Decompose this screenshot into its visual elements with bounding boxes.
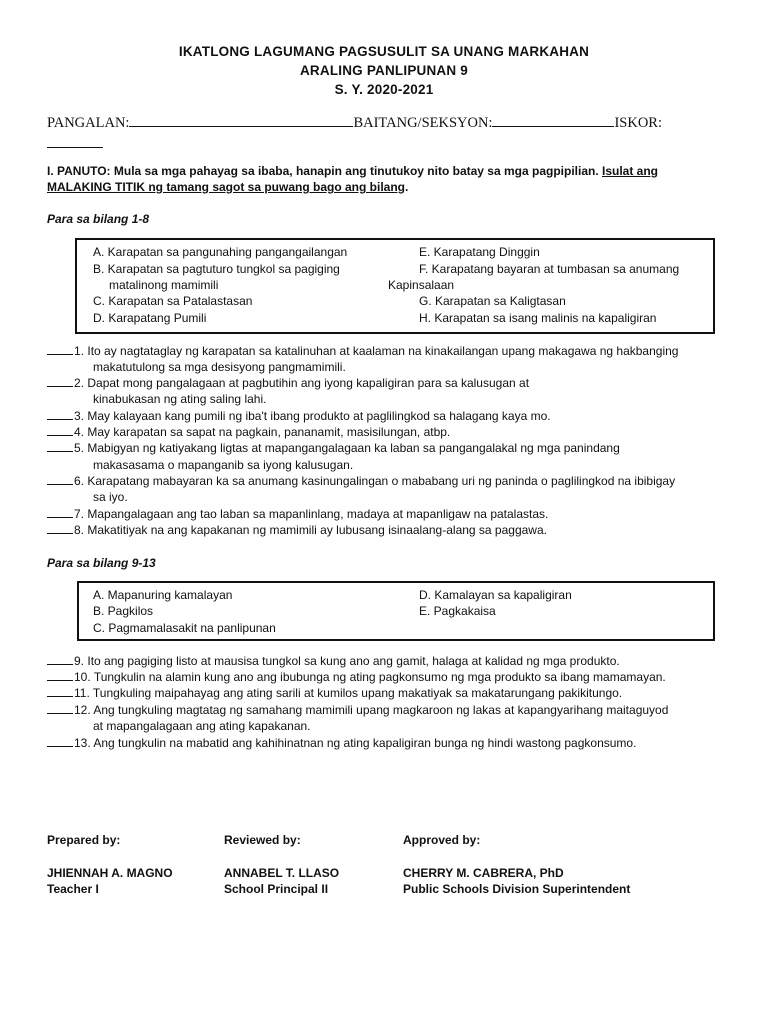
score-label: ISKOR: bbox=[614, 115, 663, 131]
item-text: May karapatan sa sapat na pagkain, pananamit, masisilungan, atbp. bbox=[87, 425, 451, 439]
item-text: Makatitiyak na ang kapakanan ng mamimili ay lubusang isinaalang-alang sa paggawa. bbox=[87, 523, 547, 537]
prepared-by-position: Teacher I bbox=[47, 882, 99, 896]
item-text: Tungkulin na alamin kung ano ang ibubunga ng ating pagkonsumo ng mga produkto sa ibang mamamayan. bbox=[93, 670, 666, 684]
document-title: IKATLONG LAGUMANG PAGSUSULIT SA UNANG MARKAHAN bbox=[178, 44, 590, 59]
part1-heading: Para sa bilang 1-8 bbox=[47, 212, 150, 226]
answer-blank[interactable] bbox=[47, 736, 73, 747]
question-item bbox=[47, 344, 678, 358]
answer-blank[interactable] bbox=[47, 654, 73, 665]
choice-h: H. Karapatan sa isang malinis na kapaligiran bbox=[419, 311, 657, 325]
reviewed-by-position: School Principal II bbox=[224, 882, 329, 896]
student-info-line bbox=[47, 115, 662, 132]
answer-blank[interactable] bbox=[47, 425, 73, 436]
choice-b-cont: matalinong mamimili bbox=[109, 278, 219, 292]
subject-title: ARALING PANLIPUNAN 9 bbox=[299, 63, 468, 78]
question-item bbox=[47, 736, 636, 750]
answer-blank[interactable] bbox=[47, 523, 73, 534]
instructions-lead: I. PANUTO: Mula sa mga pahayag sa ibaba, hanapin ang tinutukoy nito batay sa mga pagpipilian. bbox=[47, 164, 599, 178]
item-text-cont: at mapangalagaan ang ating kapakanan. bbox=[93, 719, 311, 733]
answer-blank[interactable] bbox=[47, 441, 73, 452]
choice-e: E. Karapatang Dinggin bbox=[419, 245, 540, 259]
item-text: Ito ang pagiging listo at mausisa tungkol sa kung ano ang gamit, halaga at kalidad ng mga produkto. bbox=[87, 654, 620, 668]
choice-a: A. Karapatan sa pangunahing pangangailangan bbox=[93, 245, 348, 259]
instructions-underlined-1: Isulat ang bbox=[602, 164, 659, 178]
item-text-cont: makatutulong sa mga desisyong pangmamimili. bbox=[93, 360, 346, 374]
item-text-cont: kinabukasan ng ating saling lahi. bbox=[93, 392, 267, 406]
item-number: 3. bbox=[74, 409, 85, 423]
approved-by-label: Approved by: bbox=[403, 833, 481, 847]
item-text: Karapatang mabayaran ka sa anumang kasinungalingan o mababang uri ng paninda o paglilingkod na ibibigay bbox=[84, 474, 676, 488]
section-blank[interactable] bbox=[492, 115, 614, 127]
item-text: Mabigyan ng katiyakang ligtas at mapangangalagaan ka laban sa pangangalakal ng mga panindang bbox=[87, 441, 620, 455]
item-number: 2. bbox=[74, 376, 85, 390]
item-number: 10. bbox=[74, 670, 91, 684]
question-item bbox=[47, 474, 675, 488]
choice-e: E. Pagkakaisa bbox=[419, 604, 496, 618]
question-item bbox=[47, 670, 666, 684]
section-label: BAITANG/SEKSYON: bbox=[353, 115, 493, 131]
item-number: 6. bbox=[74, 474, 85, 488]
question-item bbox=[47, 441, 620, 455]
answer-blank[interactable] bbox=[47, 703, 73, 714]
question-item bbox=[47, 703, 668, 717]
item-number: 13. bbox=[74, 736, 91, 750]
prepared-by-name: JHIENNAH A. MAGNO bbox=[47, 866, 173, 880]
instructions-end: . bbox=[405, 180, 409, 194]
answer-blank[interactable] bbox=[47, 474, 73, 485]
answer-blank[interactable] bbox=[47, 376, 73, 387]
answer-blank[interactable] bbox=[47, 507, 73, 518]
score-blank[interactable] bbox=[47, 137, 103, 148]
choice-g: G. Karapatan sa Kaligtasan bbox=[419, 294, 566, 308]
instructions-line1 bbox=[47, 164, 658, 178]
part2-heading: Para sa bilang 9-13 bbox=[47, 556, 156, 570]
choice-b: B. Pagkilos bbox=[93, 604, 154, 618]
approved-by-name: CHERRY M. CABRERA, PhD bbox=[403, 866, 564, 880]
question-item bbox=[47, 507, 548, 521]
choice-c: C. Karapatan sa Patalastasan bbox=[93, 294, 253, 308]
school-year: S. Y. 2020-2021 bbox=[334, 82, 434, 97]
choice-f: F. Karapatang bayaran at tumbasan sa anumang bbox=[419, 262, 680, 276]
approved-by-position: Public Schools Division Superintendent bbox=[403, 882, 631, 896]
question-item bbox=[47, 409, 551, 423]
answer-blank[interactable] bbox=[47, 344, 73, 355]
choice-b: B. Karapatan sa pagtuturo tungkol sa pagiging bbox=[93, 262, 340, 276]
item-number: 11. bbox=[74, 686, 90, 700]
question-item bbox=[47, 523, 547, 537]
name-blank[interactable] bbox=[129, 115, 353, 127]
item-number: 7. bbox=[74, 507, 85, 521]
item-text: Mapangalagaan ang tao laban sa mapanlinlang, madaya at mapanligaw na patalastas. bbox=[87, 507, 549, 521]
question-item bbox=[47, 425, 450, 439]
item-text: Ang tungkuling magtatag ng samahang mamimili upang magkaroon ng lakas at kapangyarihang maitaguyod bbox=[93, 703, 669, 717]
question-item bbox=[47, 376, 529, 390]
question-item bbox=[47, 686, 622, 700]
answer-blank[interactable] bbox=[47, 686, 73, 697]
answer-blank[interactable] bbox=[47, 670, 73, 681]
item-text-cont: makasasama o mapanganib sa iyong kalusugan. bbox=[93, 458, 354, 472]
question-item bbox=[47, 654, 620, 668]
item-number: 4. bbox=[74, 425, 85, 439]
choice-f-cont: Kapinsalaan bbox=[388, 278, 455, 292]
choice-c: C. Pagmamalasakit na panlipunan bbox=[93, 621, 276, 635]
choice-a: A. Mapanuring kamalayan bbox=[93, 588, 233, 602]
answer-blank[interactable] bbox=[47, 409, 73, 420]
instructions-line2 bbox=[47, 180, 408, 194]
choice-d: D. Karapatang Pumili bbox=[93, 311, 207, 325]
reviewed-by-label: Reviewed by: bbox=[224, 833, 301, 847]
choice-d: D. Kamalayan sa kapaligiran bbox=[419, 588, 572, 602]
name-label: PANGALAN: bbox=[47, 115, 130, 131]
prepared-by-label: Prepared by: bbox=[47, 833, 121, 847]
item-number: 12. bbox=[74, 703, 91, 717]
item-number: 1. bbox=[74, 344, 85, 358]
item-number: 8. bbox=[74, 523, 85, 537]
item-number: 5. bbox=[74, 441, 85, 455]
item-text: Dapat mong pangalagaan at pagbutihin ang iyong kapaligiran para sa kalusugan at bbox=[87, 376, 530, 390]
instructions-underlined-2: MALAKING TITIK ng tamang sagot sa puwang bago ang bilang bbox=[47, 180, 406, 194]
item-text: May kalayaan kang pumili ng iba't ibang produkto at paglilingkod sa halagang kaya mo. bbox=[87, 409, 551, 423]
item-text: Ang tungkulin na mabatid ang kahihinatnan ng ating kapaligiran bunga ng hindi wastong pagkonsumo. bbox=[90, 736, 637, 750]
item-text-cont: sa iyo. bbox=[93, 490, 128, 504]
item-text: Ito ay nagtataglay ng karapatan sa katalinuhan at kaalaman na kinakailangan upang makagawa ng hakbanging bbox=[87, 344, 679, 358]
item-number: 9. bbox=[74, 654, 85, 668]
reviewed-by-name: ANNABEL T. LLASO bbox=[224, 866, 340, 880]
item-text: Tungkuling maipahayag ang ating sarili at kumilos upang makatiyak sa makatarungang pakikitungo. bbox=[92, 686, 623, 700]
